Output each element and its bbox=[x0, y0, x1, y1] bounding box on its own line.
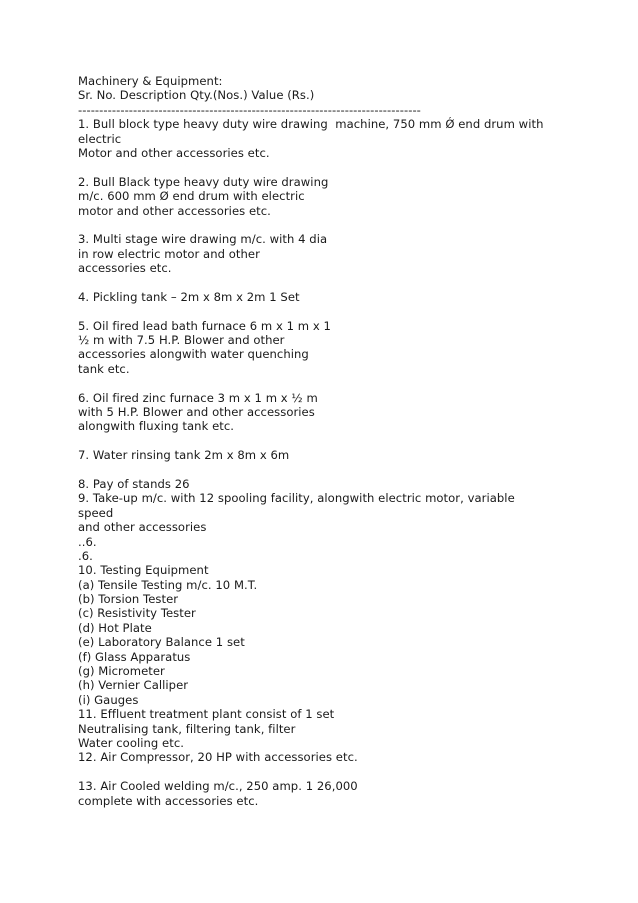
text-line: .6. bbox=[78, 548, 93, 563]
text-line: (c) Resistivity Tester bbox=[78, 606, 196, 621]
blank-line bbox=[78, 218, 598, 232]
text-line: 6. Oil fired zinc furnace 3 m x 1 m x ½ m bbox=[78, 390, 318, 405]
text-line: 10. Testing Equipment bbox=[78, 563, 209, 578]
text-line: Motor and other accessories etc. bbox=[78, 145, 270, 160]
text-line: 5. Oil fired lead bath furnace 6 m x 1 m x 1 bbox=[78, 318, 331, 333]
text-line: (f) Glass Apparatus bbox=[78, 649, 191, 664]
text-line: (h) Vernier Calliper bbox=[78, 678, 189, 693]
blank-line bbox=[78, 765, 598, 779]
blank-line bbox=[78, 304, 598, 318]
blank-line bbox=[78, 275, 598, 289]
text-line: alongwith fluxing tank etc. bbox=[78, 419, 235, 434]
text-line: electric bbox=[78, 131, 122, 146]
text-line: complete with accessories etc. bbox=[78, 793, 259, 808]
text-line: ½ m with 7.5 H.P. Blower and other bbox=[78, 333, 285, 348]
blank-line bbox=[78, 160, 598, 174]
text-line: speed bbox=[78, 505, 114, 520]
text-line: m/c. 600 mm Ø end drum with electric bbox=[78, 189, 305, 204]
text-line: with 5 H.P. Blower and other accessories bbox=[78, 404, 315, 419]
blank-line bbox=[78, 376, 598, 390]
text-line: 2. Bull Black type heavy duty wire drawing bbox=[78, 174, 329, 189]
text-line: in row electric motor and other bbox=[78, 246, 260, 261]
dashed-rule: --------------------------------------------------------------------------------- bbox=[78, 102, 421, 117]
column-headers: Sr. No. Description Qty.(Nos.) Value (Rs.) bbox=[78, 88, 315, 103]
text-line: 1. Bull block type heavy duty wire drawing machine, 750 mm Ǿ end drum with bbox=[78, 117, 544, 132]
text-line: (i) Gauges bbox=[78, 692, 139, 707]
text-line: 13. Air Cooled welding m/c., 250 amp. 1 26,000 bbox=[78, 779, 358, 794]
text-line: accessories alongwith water quenching bbox=[78, 347, 309, 362]
text-line: 7. Water rinsing tank 2m x 8m x 6m bbox=[78, 448, 290, 463]
text-line: ..6. bbox=[78, 534, 97, 549]
section-heading: Machinery & Equipment: bbox=[78, 74, 223, 88]
text-line: (a) Tensile Testing m/c. 10 M.T. bbox=[78, 577, 258, 592]
item-list bbox=[78, 117, 598, 808]
blank-line bbox=[78, 463, 598, 477]
text-line: and other accessories bbox=[78, 520, 207, 535]
text-line: Neutralising tank, filtering tank, filter bbox=[78, 721, 296, 736]
text-line: (d) Hot Plate bbox=[78, 620, 152, 635]
text-line: 11. Effluent treatment plant consist of 1 set bbox=[78, 707, 335, 722]
text-line: tank etc. bbox=[78, 361, 130, 376]
text-line: accessories etc. bbox=[78, 261, 172, 276]
text-line: 9. Take-up m/c. with 12 spooling facility, alongwith electric motor, variable bbox=[78, 491, 515, 506]
text-line: 12. Air Compressor, 20 HP with accessories etc. bbox=[78, 750, 358, 765]
text-line: 8. Pay of stands 26 bbox=[78, 476, 190, 491]
text-line: 3. Multi stage wire drawing m/c. with 4 dia bbox=[78, 232, 328, 247]
text-line: (b) Torsion Tester bbox=[78, 592, 179, 607]
document-page bbox=[78, 74, 598, 808]
text-line: (e) Laboratory Balance 1 set bbox=[78, 635, 245, 650]
blank-line bbox=[78, 434, 598, 448]
text-line: 4. Pickling tank – 2m x 8m x 2m 1 Set bbox=[78, 289, 300, 304]
text-line: motor and other accessories etc. bbox=[78, 203, 271, 218]
text-line: Water cooling etc. bbox=[78, 735, 184, 750]
text-line: (g) Micrometer bbox=[78, 664, 165, 679]
